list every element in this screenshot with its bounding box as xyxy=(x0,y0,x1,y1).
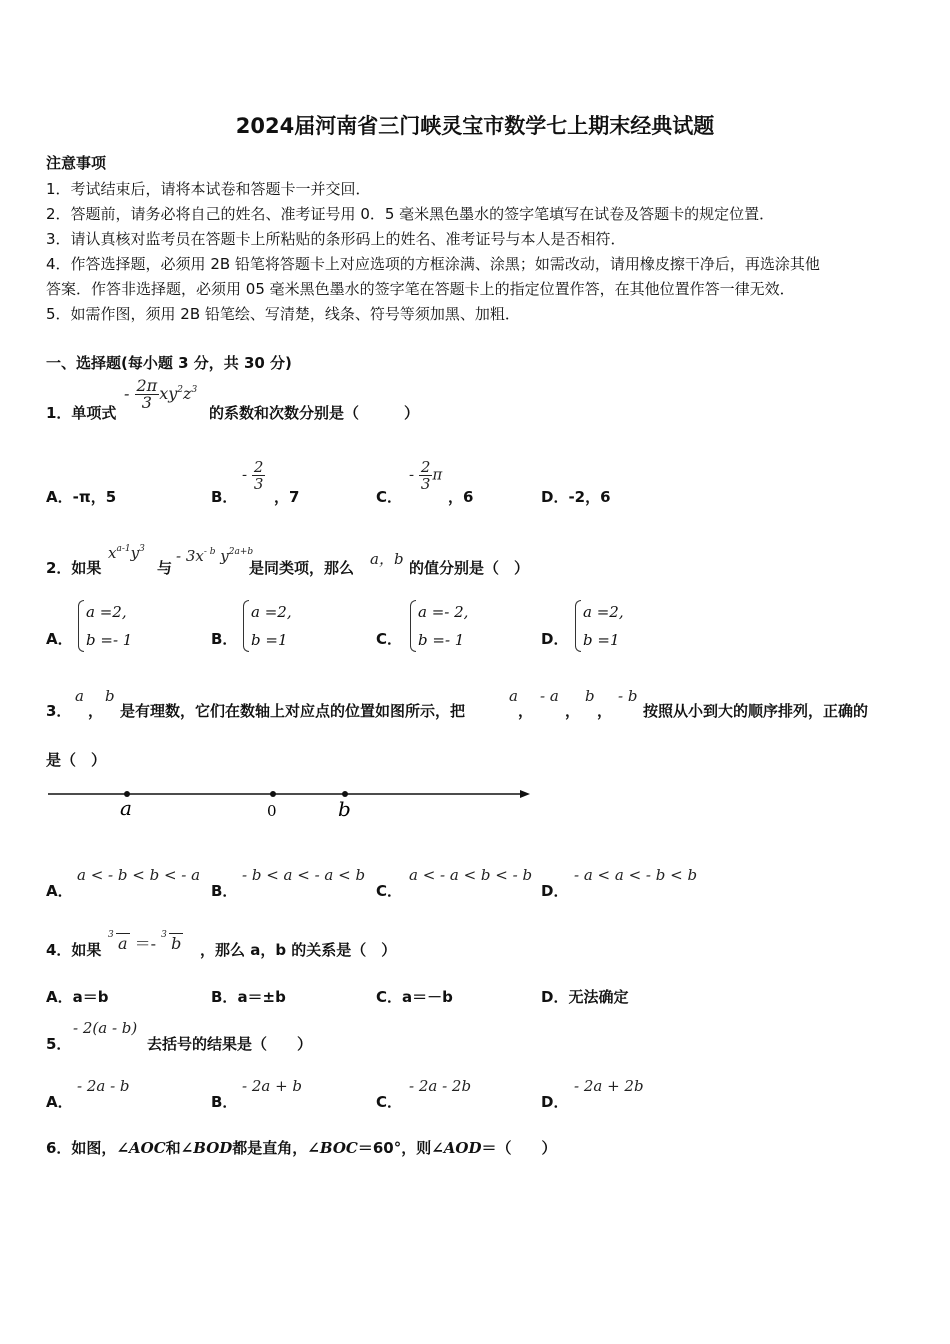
eq-line: a =2, xyxy=(583,603,624,621)
q2-number: 2．如果 xyxy=(46,559,102,577)
eq-line: b =1 xyxy=(583,631,620,649)
q3-var-b: b xyxy=(105,687,115,705)
q2-option-a-system xyxy=(78,598,132,654)
minus: - xyxy=(242,465,248,484)
q3-option-b-label[interactable]: B． xyxy=(211,882,238,900)
q4-option-d[interactable] xyxy=(541,986,628,1007)
q6-number: 6．如图， xyxy=(46,1139,117,1157)
q5-option-b-label[interactable]: B． xyxy=(211,1093,238,1111)
arrow-head-icon xyxy=(520,790,530,798)
eq-line: a =2, xyxy=(251,603,292,621)
q1-option-b-label[interactable]: B． xyxy=(211,488,238,506)
option-label: D． xyxy=(541,488,569,506)
q2-mid: 是同类项，那么 xyxy=(249,559,355,577)
q4-option-c[interactable] xyxy=(376,986,453,1007)
q5-option-a-expr: - 2a - b xyxy=(77,1077,130,1095)
q2-option-d-system xyxy=(575,598,624,654)
notice-item: 答案．作答非选择题，必须用 05 毫米黑色墨水的签字笔在答题卡上的指定位置作答，在其他位置作答一律无效． xyxy=(46,280,795,298)
q3-list-neg-a: - a xyxy=(540,687,559,705)
eq-line: b =- 1 xyxy=(86,631,133,649)
q6-and: 和 xyxy=(165,1139,181,1157)
q3-option-b-expr: - b < a < - a < b xyxy=(242,866,366,884)
option-label: A． xyxy=(46,988,73,1006)
q3-comma: ， xyxy=(597,702,613,720)
q1-option-a[interactable] xyxy=(46,486,116,507)
y: y xyxy=(220,547,229,565)
q3-comma: ， xyxy=(518,702,534,720)
eq-line: a =2, xyxy=(86,603,127,621)
q3-var-a: a xyxy=(75,687,84,705)
q2-vars: a，b xyxy=(370,550,404,568)
equals-minus: ＝- xyxy=(134,934,157,953)
option-value: -2，6 xyxy=(568,488,611,506)
option-value: a＝－b xyxy=(402,988,453,1006)
q1-option-b-value xyxy=(242,459,265,492)
y-exp: 3 xyxy=(139,544,145,554)
point-zero-dot xyxy=(270,791,276,797)
option-value: a＝b xyxy=(72,988,109,1006)
q1-monomial xyxy=(124,378,197,411)
q2-tail: 的值分别是（ ） xyxy=(409,559,530,577)
frac-den: 3 xyxy=(253,475,264,493)
q3-list-neg-b: - b xyxy=(618,687,638,705)
q2-option-c-label[interactable]: C． xyxy=(376,630,403,648)
q4-equation xyxy=(108,931,183,954)
q3-option-d-expr: - a < a < - b < b xyxy=(574,866,698,884)
axis-label-zero: 0 xyxy=(267,802,277,820)
notice-item: 3．请认真核对监考员在答题卡上所粘贴的条形码上的姓名、准考证号与本人是否相符． xyxy=(46,230,626,248)
q6-tail: ＝（ ） xyxy=(481,1139,557,1157)
number-line-figure xyxy=(44,780,544,830)
q1-option-c-label[interactable]: C． xyxy=(376,488,403,506)
eq-line: b =- 1 xyxy=(418,631,465,649)
root-index: 3 xyxy=(108,930,114,940)
option-value: 无法确定 xyxy=(568,988,629,1006)
q4-option-a[interactable] xyxy=(46,986,108,1007)
exp: - b xyxy=(203,547,216,557)
q2-option-b-label[interactable]: B． xyxy=(211,630,238,648)
root-index: 3 xyxy=(161,930,167,940)
q3-option-a-expr: a < - b < b < - a xyxy=(77,866,201,884)
q2-option-a-label[interactable]: A． xyxy=(46,630,73,648)
frac-num: 2 xyxy=(420,458,431,476)
option-label: A． xyxy=(46,488,73,506)
q1-fraction xyxy=(135,378,160,411)
q6-mid: 都是直角， xyxy=(232,1139,308,1157)
q3-option-d-label[interactable]: D． xyxy=(541,882,569,900)
q2-term-1 xyxy=(108,544,145,562)
q1-option-d[interactable] xyxy=(541,486,611,507)
pi-symbol: π xyxy=(432,465,443,484)
axis-label-b: b xyxy=(338,797,351,821)
q5-number: 5． xyxy=(46,1035,72,1053)
q3-list-b: b xyxy=(585,687,595,705)
q2-option-b-system xyxy=(243,598,292,654)
q5-expr: - 2(a - b) xyxy=(73,1019,138,1037)
notice-item: 1．考试结束后，请将本试卷和答题卡一并交回． xyxy=(46,180,371,198)
q3-option-c-label[interactable]: C． xyxy=(376,882,403,900)
notice-heading: 注意事项 xyxy=(46,154,107,172)
q3-list-a: a xyxy=(509,687,518,705)
q5-option-b-expr: - 2a + b xyxy=(242,1077,303,1095)
q2-term-2 xyxy=(176,547,253,565)
q4-option-b[interactable] xyxy=(211,986,286,1007)
q6-stem xyxy=(46,1137,557,1158)
q1-exp-y: 2 xyxy=(177,385,183,395)
q2-option-c-system xyxy=(410,598,468,654)
option-value: a＝±b xyxy=(237,988,286,1006)
q2-option-d-label[interactable]: D． xyxy=(541,630,569,648)
q1-var-z: z xyxy=(183,384,192,403)
q4-number: 4．如果 xyxy=(46,941,102,959)
q3-option-a-label[interactable]: A． xyxy=(46,882,73,900)
q5-tail: 去括号的结果是（ ） xyxy=(147,1035,313,1053)
exp: a-1 xyxy=(116,544,131,554)
frac-num: 2 xyxy=(253,458,264,476)
q3-comma: ， xyxy=(565,702,581,720)
angle-bod: ∠BOD xyxy=(180,1139,233,1157)
angle-aod: ∠AOD xyxy=(431,1139,482,1157)
q3-text-2: 按照从小到大的顺序排列，正确的 xyxy=(643,702,869,720)
q1-option-c-value xyxy=(409,459,442,492)
q3-text-1: 是有理数，它们在数轴上对应点的位置如图所示，把 xyxy=(120,702,466,720)
page-title: 2024届河南省三门峡灵宝市数学七上期末经典试题 xyxy=(235,114,715,138)
q1-frac-den: 3 xyxy=(141,393,152,412)
q1-tail: 的系数和次数分别是（ ） xyxy=(209,404,420,422)
q5-option-a-label[interactable]: A． xyxy=(46,1093,73,1111)
q5-option-c-label[interactable]: C． xyxy=(376,1093,403,1111)
eq-line: b =1 xyxy=(251,631,288,649)
cube-root-a xyxy=(108,930,130,953)
radicand: a xyxy=(118,934,128,953)
cube-root-b xyxy=(161,930,183,953)
section-heading: 一、选择题(每小题 3 分，共 30 分) xyxy=(46,354,292,372)
q3-comma: ， xyxy=(88,702,104,720)
q1-number: 1．单项式 xyxy=(46,404,117,422)
q5-option-d-label[interactable]: D． xyxy=(541,1093,569,1111)
frac-den: 3 xyxy=(420,475,431,493)
q1-option-b-tail: ，7 xyxy=(274,488,300,506)
q1-frac-num: 2π xyxy=(136,376,158,395)
notice-item: 2．答题前，请务必将自己的姓名、准考证号用 0．5 毫米黑色墨水的签字笔填写在试卷及答题卡的规定位置． xyxy=(46,205,775,223)
q3-number: 3． xyxy=(46,702,72,720)
q1-stem xyxy=(46,402,116,423)
eq-line: a =- 2, xyxy=(418,603,469,621)
option-label: B． xyxy=(211,988,238,1006)
minus: - xyxy=(409,465,415,484)
notice-item: 5．如需作图，须用 2B 铅笔绘、写清楚，线条、符号等须加黑、加粗． xyxy=(46,305,520,323)
q6-value: ＝60°，则 xyxy=(357,1139,432,1157)
q3-line-2: 是（ ） xyxy=(46,751,107,769)
option-label: C． xyxy=(376,988,403,1006)
option-label: D． xyxy=(541,988,569,1006)
option-value: -π，5 xyxy=(72,488,117,506)
angle-aoc: ∠AOC xyxy=(116,1139,166,1157)
q1-option-c-tail: ，6 xyxy=(448,488,474,506)
q5-option-d-expr: - 2a + 2b xyxy=(574,1077,644,1095)
q1-exp-z: 3 xyxy=(191,385,198,395)
axis-label-a: a xyxy=(120,796,132,820)
fraction xyxy=(419,459,433,492)
q1-vars: xy xyxy=(159,384,178,403)
notice-item: 4．作答选择题，必须用 2B 铅笔将答题卡上对应选项的方框涂满、涂黑；如需改动，请用橡皮擦干净后，再选涂其他 xyxy=(46,255,820,273)
base: x xyxy=(108,544,117,562)
y: y xyxy=(130,544,140,562)
q4-tail: ，那么 a，b 的关系是（ ） xyxy=(200,941,397,959)
angle-boc: ∠BOC xyxy=(307,1139,358,1157)
fraction xyxy=(252,459,266,492)
q5-option-c-expr: - 2a - 2b xyxy=(409,1077,472,1095)
q1-minus: - xyxy=(124,384,130,403)
y-exp: 2a+b xyxy=(228,547,254,557)
radicand: b xyxy=(171,934,182,953)
coef: - 3x xyxy=(176,547,204,565)
q3-option-c-expr: a < - a < b < - b xyxy=(409,866,533,884)
q2-with: 与 xyxy=(157,559,173,577)
